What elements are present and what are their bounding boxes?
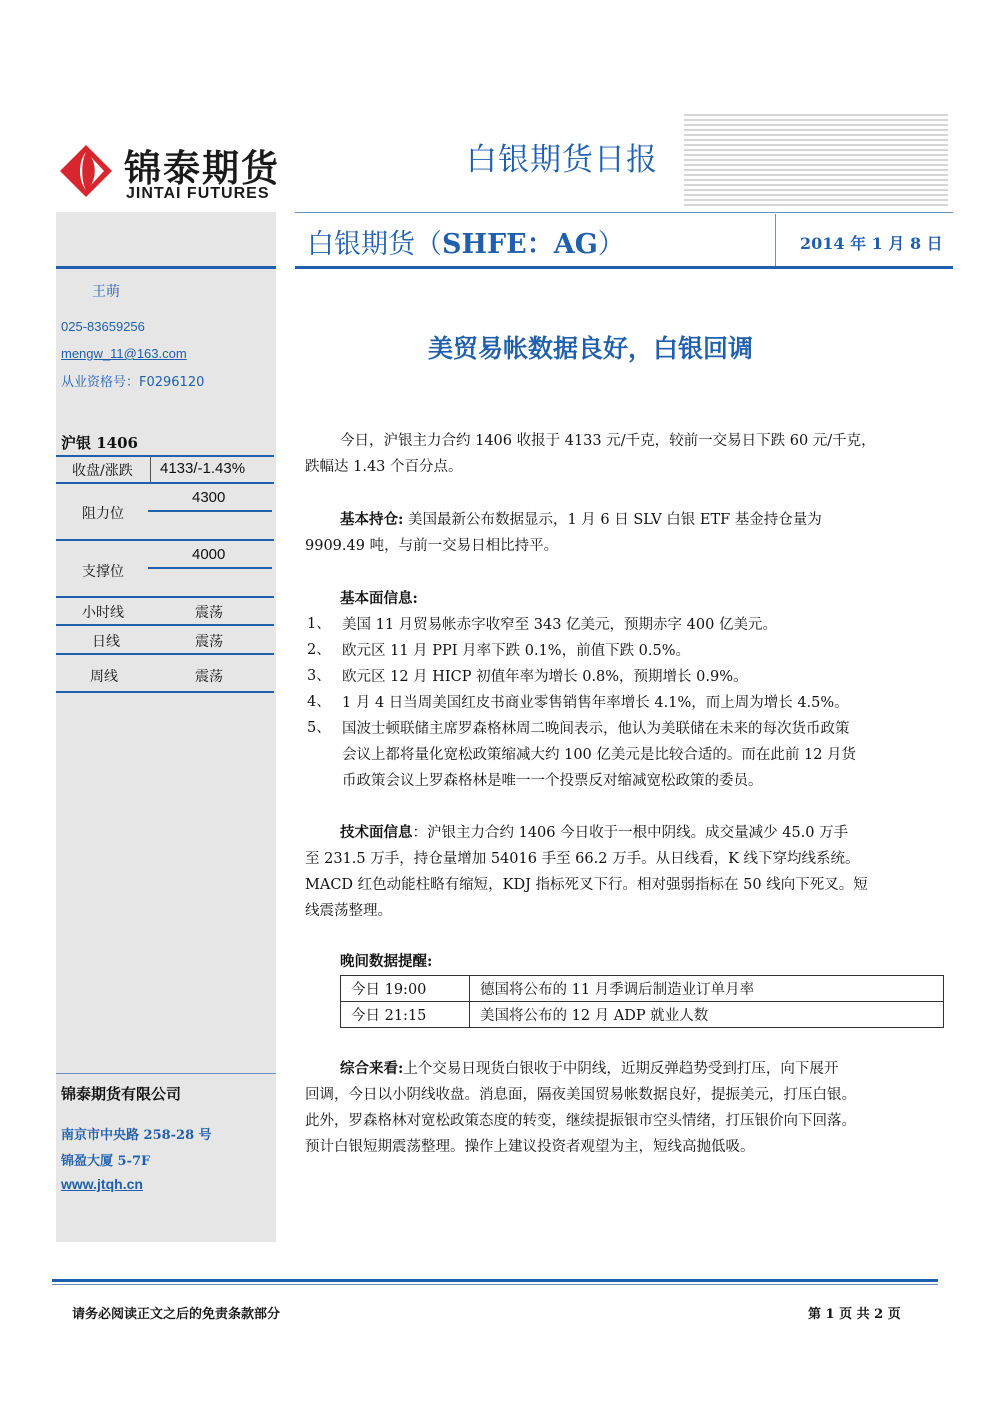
- holding-line-1: 基本持仓: 美国最新公布数据显示，1 月 6 日 SLV 白银 ETF 基金持仓量为: [340, 511, 822, 528]
- resistance-label: 阻力位: [82, 506, 124, 522]
- evening-time: 今日 21:15: [341, 1002, 470, 1028]
- list-item-continuation: 币政策会议上罗森格林是唯一一个投票反对缩减宽松政策的委员。: [342, 773, 763, 789]
- footer-rule: [52, 1279, 938, 1282]
- trend-rule-day: [56, 653, 274, 655]
- support-label: 支撑位: [82, 564, 124, 580]
- summary-line-3: 此外，罗森格林对宽松政策态度的转变，继续提振银市空头情绪，打压银价向下回落。: [305, 1113, 856, 1129]
- intro-line-2: 跌幅达 1.43 个百分点。: [305, 459, 463, 475]
- contract-title-rule: [56, 455, 274, 457]
- trend-label-day: 日线: [92, 634, 120, 650]
- summary-line-1: 综合来看:上个交易日现货白银收于中阴线，近期反弹趋势受到打压，向下展开: [340, 1060, 839, 1077]
- resistance-inner-rule: [148, 510, 272, 512]
- analyst-cert: 从业资格号：F0296120: [61, 375, 205, 390]
- list-number: 5、: [307, 720, 331, 736]
- report-date: 2014 年 1 月 8 日: [800, 234, 943, 253]
- list-item: 美国 11 月贸易帐赤字收窄至 343 亿美元，预期赤字 400 亿美元。: [342, 617, 777, 633]
- list-item: 1 月 4 日当周美国红皮书商业零售销售年率增长 4.1%，而上周为增长 4.5%。: [342, 695, 849, 711]
- trend-rule-hour: [56, 624, 274, 626]
- product-bar-top: [295, 212, 953, 213]
- brand-name-cn: 锦泰期货: [124, 147, 280, 190]
- support-value: 4000: [192, 546, 226, 563]
- evening-event: 德国将公布的 11 月季调后制造业订单月率: [470, 976, 944, 1002]
- support-inner-rule: [148, 567, 272, 569]
- list-number: 3、: [307, 668, 331, 684]
- contract-title: 沪银 1406: [61, 434, 138, 452]
- title-decoration: [684, 114, 948, 208]
- tech-label: 技术面信息: [340, 824, 413, 841]
- company-website-link[interactable]: www.jtqh.cn: [61, 1176, 143, 1192]
- brand-name-en: JINTAI FUTURES: [126, 185, 270, 202]
- company-divider: [56, 1073, 276, 1074]
- list-number: 4、: [307, 694, 331, 710]
- company-address-1: 南京市中央路 258-28 号: [61, 1128, 212, 1143]
- product-bar-separator: [775, 214, 776, 266]
- list-number: 1、: [307, 616, 331, 632]
- support-rule: [56, 596, 274, 598]
- close-rule: [56, 482, 274, 484]
- tech-line-2: 至 231.5 万手，持仓量增加 54016 手至 66.2 万手。从日线看，K 线下穿均线系统。: [305, 851, 860, 867]
- trend-rule-week: [56, 691, 274, 693]
- jintai-logo-icon: [58, 143, 114, 199]
- trend-value-hour: 震荡: [195, 605, 223, 621]
- list-item: 欧元区 11 月 PPI 月率下跌 0.1%，前值下跌 0.5%。: [342, 643, 691, 659]
- list-number: 2、: [307, 642, 331, 658]
- tech-line-1: 技术面信息：沪银主力合约 1406 今日收于一根中阴线。成交量减少 45.0 万手: [340, 824, 849, 841]
- close-value: 4133/-1.43%: [160, 460, 246, 477]
- company-name: 锦泰期货有限公司: [61, 1085, 182, 1103]
- footer-disclaimer: 请务必阅读正文之后的免责条款部分: [72, 1307, 281, 1322]
- evening-heading: 晚间数据提醒:: [340, 953, 433, 970]
- company-address-2: 锦盈大厦 5-7F: [61, 1154, 151, 1169]
- sidebar-divider: [56, 266, 276, 269]
- footer-page-number: 第 1 页 共 2 页: [808, 1307, 901, 1322]
- product-title: 白银期货（SHFE：AG）: [307, 229, 625, 260]
- evening-time: 今日 19:00: [341, 976, 470, 1002]
- resistance-value: 4300: [192, 489, 226, 506]
- fundamental-heading: 基本面信息:: [340, 590, 418, 607]
- report-title: 白银期货日报: [466, 142, 658, 178]
- close-label: 收盘/涨跌: [72, 463, 133, 479]
- list-item: 欧元区 12 月 HICP 初值年率为增长 0.8%，预期增长 0.9%。: [342, 669, 748, 685]
- holding-line-2: 9909.49 吨，与前一交易日相比持平。: [305, 538, 559, 554]
- list-item-continuation: 会议上都将量化宽松政策缩减大约 100 亿美元是比较合适的。而在此前 12 月货: [342, 747, 857, 763]
- evening-event: 美国将公布的 12 月 ADP 就业人数: [470, 1002, 944, 1028]
- analyst-name: 王萌: [92, 284, 120, 300]
- tech-line-4: 线震荡整理。: [305, 903, 392, 919]
- holding-label: 基本持仓:: [340, 511, 404, 528]
- list-item: 国波士顿联储主席罗森格林周二晚间表示，他认为美联储在未来的每次货币政策: [342, 721, 850, 737]
- trend-label-week: 周线: [90, 669, 118, 685]
- resistance-rule: [56, 539, 274, 541]
- analyst-phone: 025-83659256: [61, 319, 145, 334]
- summary-line-2: 回调，今日以小阴线收盘。消息面，隔夜美国贸易帐数据良好，提振美元，打压白银。: [305, 1087, 856, 1103]
- summary-line-4: 预计白银短期震荡整理。操作上建议投资者观望为主，短线高抛低吸。: [305, 1139, 755, 1155]
- footer-rule-thin: [52, 1284, 938, 1285]
- trend-value-day: 震荡: [195, 634, 223, 650]
- close-divider: [150, 456, 151, 483]
- product-bar-bottom: [295, 266, 953, 269]
- analyst-email-link[interactable]: mengw_11@163.com: [61, 346, 187, 361]
- tech-line-3: MACD 红色动能柱略有缩短，KDJ 指标死叉下行。相对强弱指标在 50 线向下死叉。短: [305, 877, 868, 893]
- intro-line-1: 今日，沪银主力合约 1406 收报于 4133 元/千克，较前一交易日下跌 60 元/千克，: [340, 433, 876, 449]
- trend-label-hour: 小时线: [82, 605, 124, 621]
- table-row: [341, 976, 944, 1002]
- headline: 美贸易帐数据良好，白银回调: [428, 334, 754, 363]
- table-row: [341, 1002, 944, 1028]
- evening-data-table: [340, 975, 944, 1028]
- trend-value-week: 震荡: [195, 669, 223, 685]
- summary-label: 综合来看:: [340, 1060, 404, 1077]
